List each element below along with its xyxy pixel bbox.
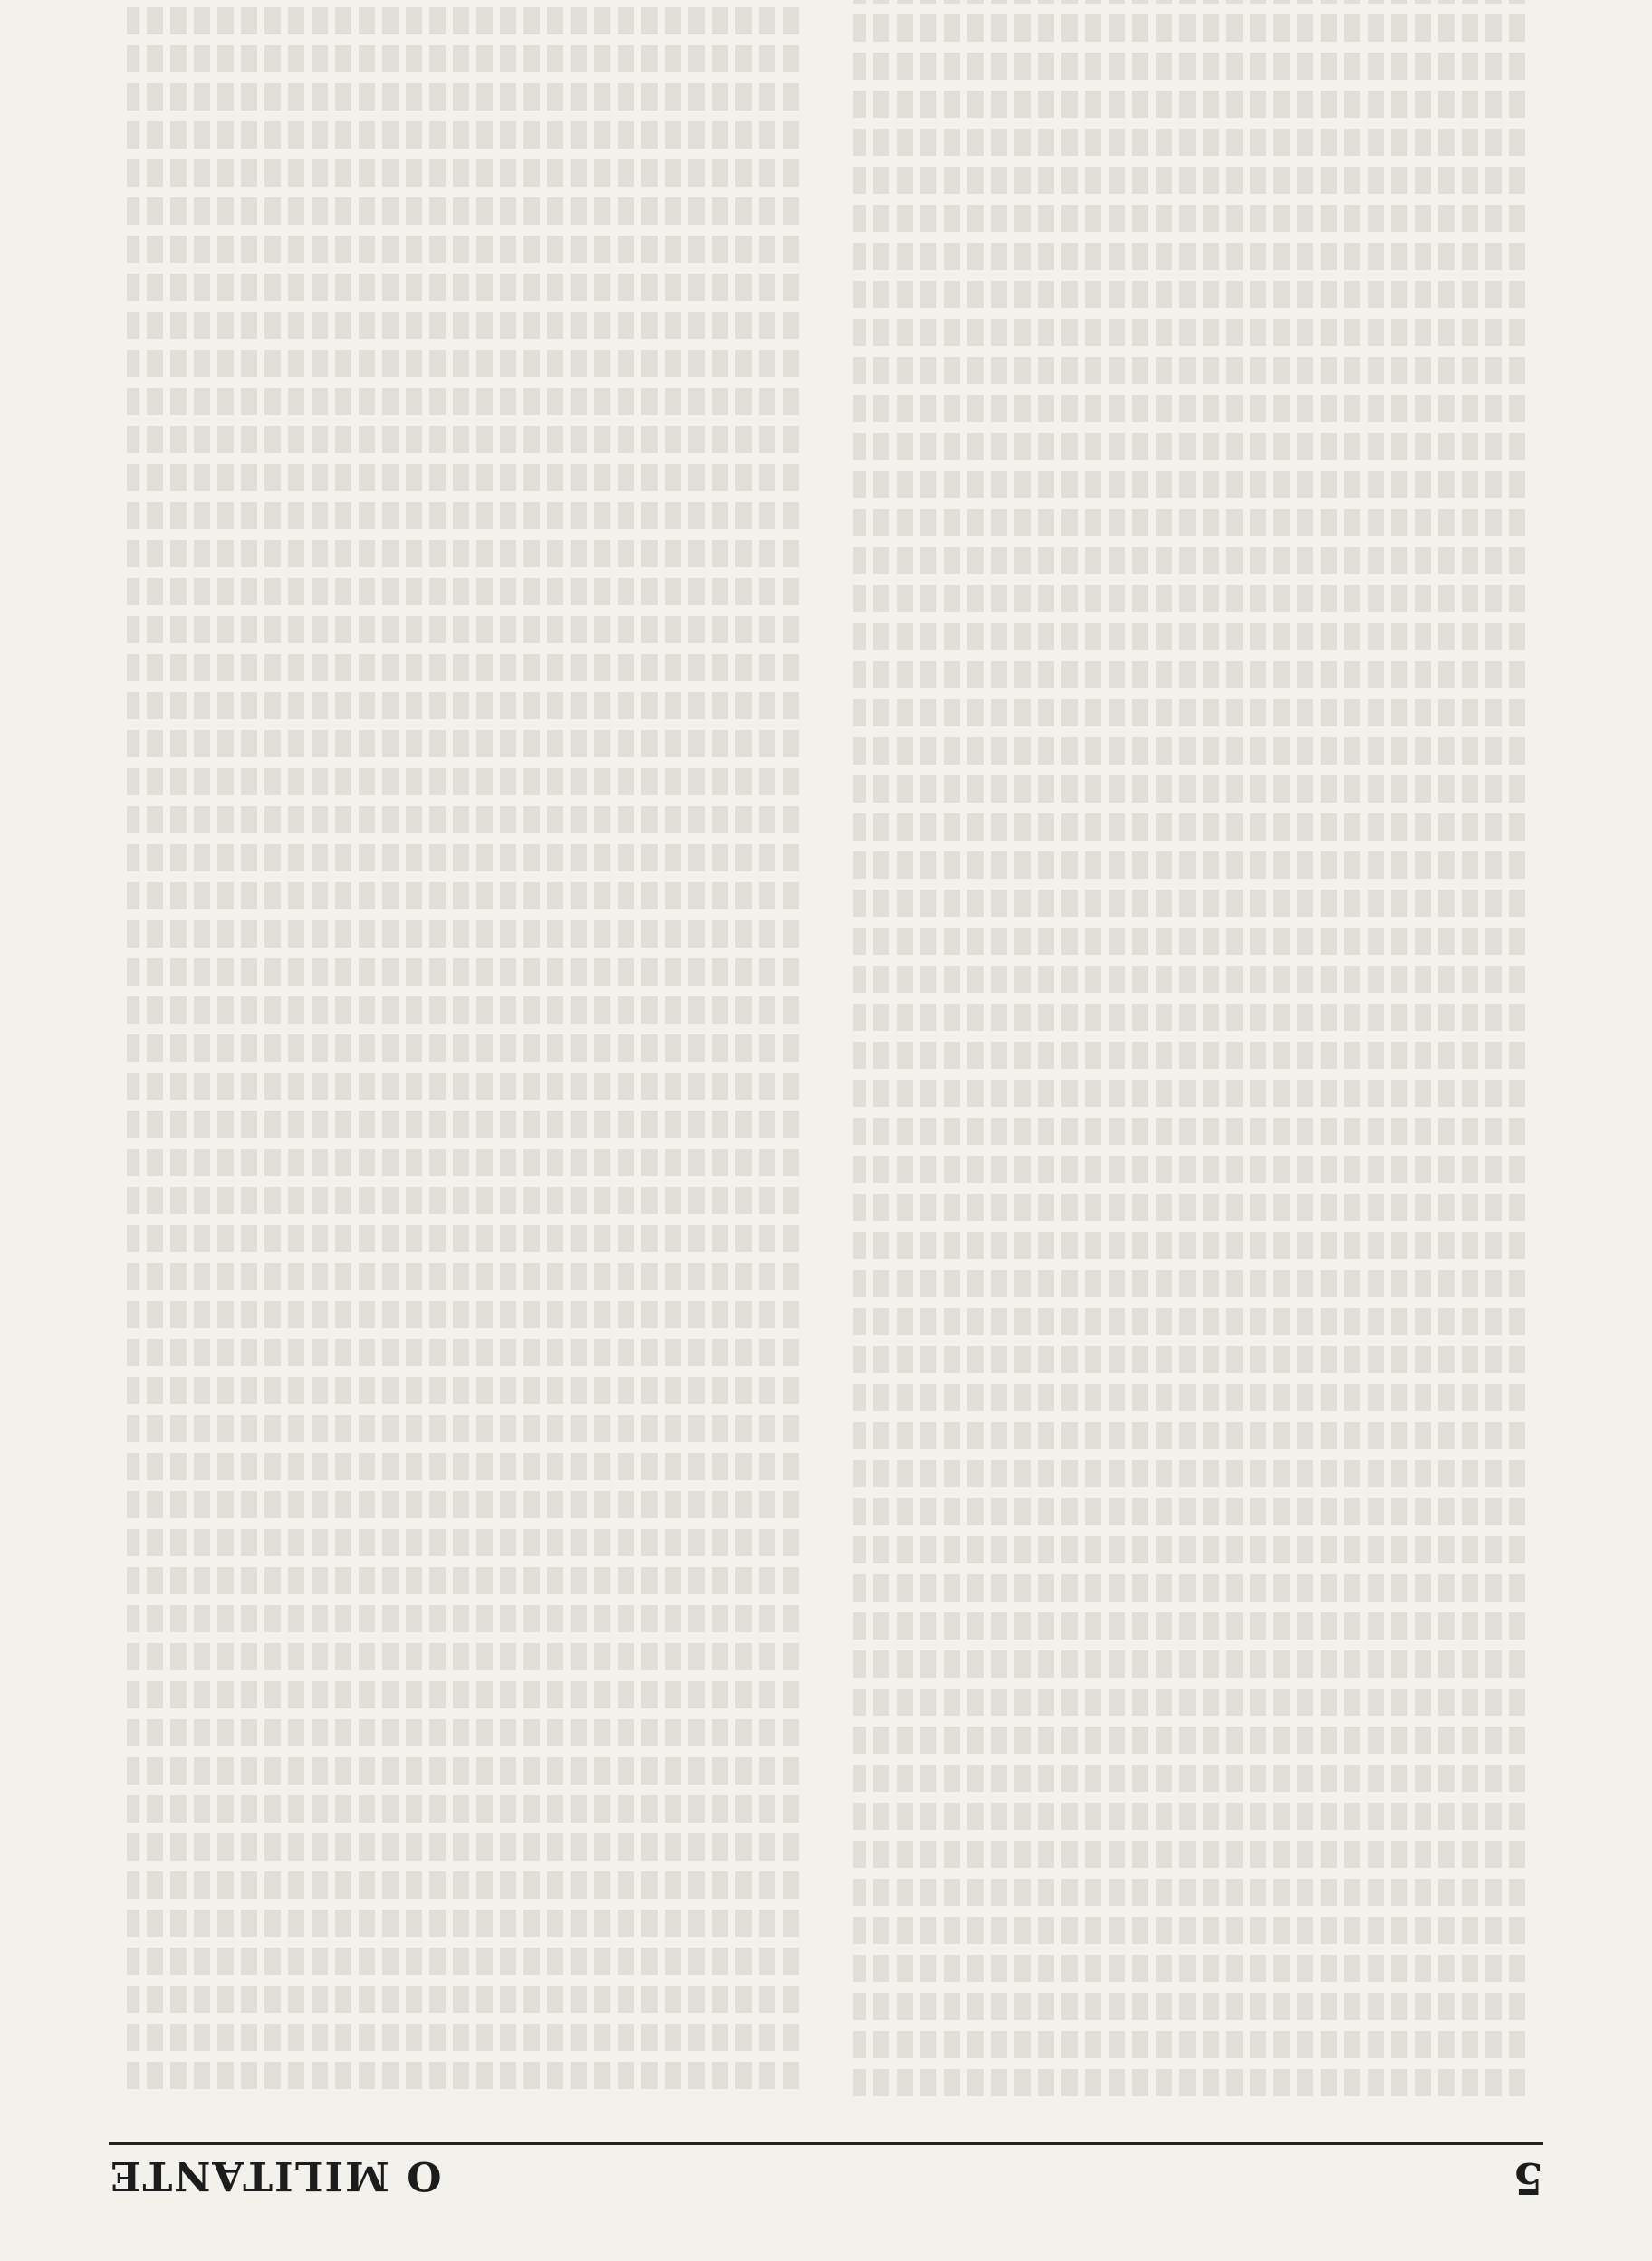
text-line: [853, 243, 1525, 270]
text-line: [853, 14, 1525, 42]
text-line: [127, 1948, 799, 1975]
text-line: [853, 1308, 1525, 1335]
text-line: [853, 1042, 1525, 1069]
left-column-text-lines: [853, 0, 1525, 2096]
text-line: [853, 661, 1525, 688]
text-line: [853, 2031, 1525, 2058]
text-line: [127, 1415, 799, 1442]
text-line: [853, 851, 1525, 879]
text-line: [853, 91, 1525, 118]
text-line: [853, 1346, 1525, 1373]
text-line: [127, 1567, 799, 1594]
text-line: [853, 1727, 1525, 1754]
text-line: [853, 1879, 1525, 1906]
text-line: [127, 464, 799, 491]
text-line: [127, 768, 799, 795]
text-line: [853, 0, 1525, 4]
text-line: [127, 654, 799, 681]
text-line: [853, 1384, 1525, 1411]
text-line: [127, 1339, 799, 1366]
text-line: [853, 890, 1525, 917]
text-line: [853, 281, 1525, 308]
text-line: [853, 737, 1525, 765]
text-line: [853, 699, 1525, 726]
text-line: [127, 1757, 799, 1785]
text-line: [127, 274, 799, 301]
text-line: [853, 547, 1525, 574]
text-line: [127, 1263, 799, 1290]
text-line: [127, 1643, 799, 1670]
text-line: [853, 471, 1525, 498]
text-line: [853, 1689, 1525, 1716]
text-line: [853, 1156, 1525, 1183]
text-line: [127, 958, 799, 986]
text-line: [853, 1004, 1525, 1031]
article-columns: [127, 54, 1525, 2107]
text-line: [853, 1955, 1525, 1982]
text-line: [853, 53, 1525, 80]
text-line: [127, 1301, 799, 1328]
text-line: [127, 1910, 799, 1937]
text-line: [127, 350, 799, 377]
text-line: [127, 426, 799, 453]
text-line: [853, 1118, 1525, 1145]
text-line: [853, 1841, 1525, 1868]
text-line: [853, 1194, 1525, 1221]
text-line: [127, 7, 799, 34]
text-line: [853, 1270, 1525, 1297]
masthead: O MILITANTE: [109, 2152, 442, 2198]
text-line: [853, 319, 1525, 346]
text-line: [127, 312, 799, 339]
text-line: [127, 2024, 799, 2051]
text-line: [127, 1833, 799, 1861]
text-line: [127, 844, 799, 871]
text-line: [853, 1080, 1525, 1107]
text-line: [127, 1187, 799, 1214]
text-line: [127, 1225, 799, 1252]
text-line: [127, 1377, 799, 1404]
text-line: [853, 1536, 1525, 1563]
text-line: [853, 623, 1525, 650]
text-line: [853, 167, 1525, 194]
text-line: [127, 197, 799, 225]
text-line: [853, 585, 1525, 612]
text-line: [127, 83, 799, 111]
text-line: [127, 882, 799, 909]
running-head: [109, 2142, 1543, 2225]
text-line: [127, 996, 799, 1024]
text-line: [853, 1650, 1525, 1678]
text-line: [127, 1149, 799, 1176]
text-line: [853, 1917, 1525, 1944]
text-line: [853, 1993, 1525, 2020]
text-line: [127, 1871, 799, 1899]
right-column: [127, 54, 799, 2107]
text-line: [127, 1491, 799, 1518]
text-line: [853, 1803, 1525, 1830]
text-line: [127, 1681, 799, 1708]
text-line: [127, 616, 799, 643]
text-line: [127, 502, 799, 529]
text-line: [853, 1574, 1525, 1602]
text-line: [853, 928, 1525, 955]
text-line: [853, 129, 1525, 156]
text-line: [853, 813, 1525, 841]
text-line: [127, 730, 799, 757]
text-line: [853, 1460, 1525, 1487]
text-line: [853, 1422, 1525, 1449]
text-line: [127, 45, 799, 72]
right-column-text-lines: [127, 0, 799, 2089]
left-column: [853, 54, 1525, 2107]
text-line: [853, 966, 1525, 993]
text-line: [853, 357, 1525, 384]
text-line: [127, 1111, 799, 1138]
text-line: [127, 121, 799, 149]
text-line: [127, 159, 799, 187]
text-line: [127, 1719, 799, 1746]
text-line: [853, 433, 1525, 460]
text-line: [127, 578, 799, 605]
text-line: [127, 1073, 799, 1100]
text-line: [853, 509, 1525, 536]
text-line: [853, 1232, 1525, 1259]
text-line: [127, 2062, 799, 2089]
text-line: [127, 540, 799, 567]
text-line: [853, 395, 1525, 422]
text-line: [853, 1612, 1525, 1640]
text-line: [127, 1034, 799, 1062]
text-line: [127, 1529, 799, 1556]
text-line: [853, 205, 1525, 232]
text-line: [127, 692, 799, 719]
text-line: [853, 1765, 1525, 1792]
text-line: [127, 1986, 799, 2013]
text-line: [853, 775, 1525, 803]
page-number: 5: [1513, 2152, 1543, 2203]
text-line: [127, 236, 799, 263]
text-line: [853, 2069, 1525, 2096]
text-line: [127, 388, 799, 415]
text-line: [853, 1498, 1525, 1525]
text-line: [127, 1453, 799, 1480]
text-line: [127, 920, 799, 948]
text-line: [127, 806, 799, 833]
text-line: [127, 1605, 799, 1632]
text-line: [127, 1795, 799, 1823]
